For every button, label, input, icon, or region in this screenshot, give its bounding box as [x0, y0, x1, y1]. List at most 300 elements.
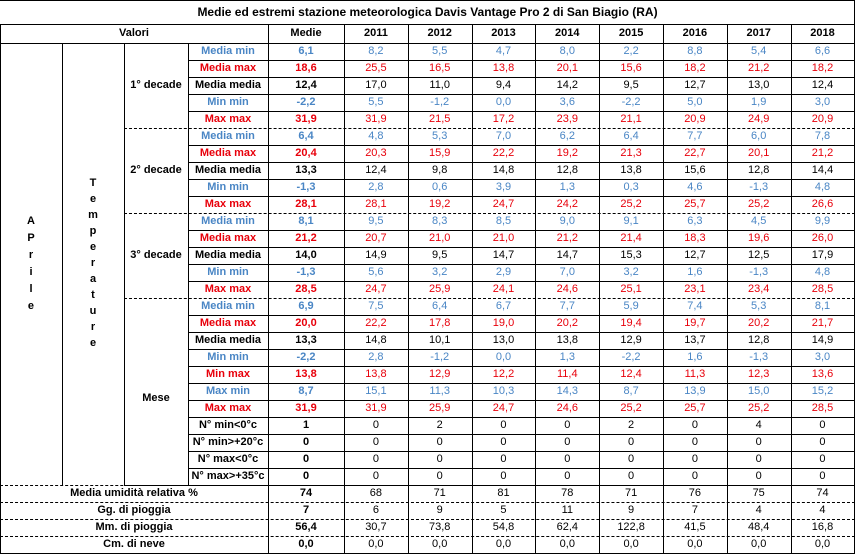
- bottom-row-label: Mm. di pioggia: [95, 521, 173, 533]
- medie-value: 0: [302, 436, 310, 448]
- bottom-year-value: 0,0: [751, 538, 767, 550]
- year-value: 7,0: [495, 130, 512, 142]
- year-value: 13,0: [492, 334, 515, 346]
- year-value: 6,3: [687, 215, 703, 227]
- bottom-year-value: 73,8: [428, 521, 451, 533]
- year-value: 11,3: [429, 385, 450, 397]
- col-line-year: [663, 24, 664, 553]
- year-value: 7,7: [687, 130, 703, 142]
- year-value: 5,3: [432, 130, 448, 142]
- year-value: 15,2: [811, 385, 834, 397]
- year-value: 6,2: [559, 130, 575, 142]
- row-label: Max max: [204, 402, 252, 414]
- year-value: 14,9: [811, 334, 834, 346]
- year-value: 11,3: [684, 368, 706, 380]
- year-value: 0: [691, 470, 698, 482]
- year-value: 0: [819, 419, 826, 431]
- year-value: 12,4: [811, 79, 834, 91]
- medie-value: 12,4: [295, 79, 317, 91]
- year-value: 21,0: [492, 232, 515, 244]
- year-value: 15,6: [684, 164, 706, 176]
- medie-value: 0: [302, 453, 310, 465]
- year-value: 14,2: [556, 79, 578, 91]
- year-value: 19,0: [492, 317, 515, 329]
- year-value: -1,3: [749, 266, 769, 278]
- year-value: 12,9: [620, 334, 642, 346]
- year-value: 0: [564, 453, 571, 465]
- year-value: 25,9: [428, 283, 451, 295]
- medie-value: 20,0: [295, 317, 317, 329]
- year-value: 8,2: [368, 45, 384, 57]
- year-value: 9,5: [623, 79, 639, 91]
- year-value: 0: [691, 453, 698, 465]
- bottom-medie-value: 7: [302, 504, 310, 516]
- year-value: 21,2: [556, 232, 578, 244]
- bottom-year-value: 0,0: [432, 538, 448, 550]
- year-value: 5,9: [623, 300, 639, 312]
- bottom-row-label: Media umidità relativa %: [70, 487, 198, 499]
- year-value: 0,0: [495, 96, 512, 108]
- medie-value: -2,2: [296, 96, 316, 108]
- medie-value: 31,9: [295, 402, 317, 414]
- temperature-label: T e m p e r a t u r e: [88, 177, 98, 349]
- year-value: 13,8: [492, 62, 515, 74]
- year-value: 20,3: [365, 147, 387, 159]
- bottom-year-value: 9: [628, 504, 635, 516]
- year-value: 3,0: [814, 351, 831, 363]
- year-value: 7,5: [368, 300, 384, 312]
- header-year: 2015: [618, 27, 644, 39]
- year-value: 0: [564, 419, 571, 431]
- row-label: Min min: [207, 266, 249, 278]
- col-line-year: [535, 24, 536, 553]
- year-value: 4,8: [814, 266, 831, 278]
- year-value: 20,2: [747, 317, 770, 329]
- bottom-row-label: Cm. di neve: [103, 538, 165, 550]
- year-value: 20,9: [684, 113, 706, 125]
- header-year: 2016: [682, 27, 708, 39]
- row-label: Media min: [201, 300, 255, 312]
- bottom-year-value: 54,8: [492, 521, 515, 533]
- year-value: 3,6: [559, 96, 575, 108]
- year-value: 24,6: [556, 283, 578, 295]
- col-line-month: [62, 43, 63, 485]
- medie-value: 13,3: [295, 334, 317, 346]
- year-value: 2,2: [623, 45, 639, 57]
- year-value: 20,2: [556, 317, 578, 329]
- row-label: Media max: [199, 62, 257, 74]
- year-value: 5,0: [687, 96, 703, 108]
- year-value: 9,1: [623, 215, 639, 227]
- year-value: 17,9: [811, 249, 834, 261]
- year-value: 15,1: [365, 385, 387, 397]
- year-value: 1,9: [751, 96, 767, 108]
- year-value: 0: [628, 453, 635, 465]
- row-label: Media media: [194, 249, 262, 261]
- year-value: 17,2: [492, 113, 515, 125]
- year-value: 14,7: [556, 249, 578, 261]
- year-value: 8,3: [432, 215, 448, 227]
- year-value: 8,7: [623, 385, 639, 397]
- bottom-year-value: 0,0: [687, 538, 703, 550]
- year-value: -1,3: [749, 181, 769, 193]
- year-value: 12,8: [747, 334, 770, 346]
- year-value: 6,4: [432, 300, 448, 312]
- year-value: 15,6: [620, 62, 642, 74]
- col-line-year: [472, 24, 473, 553]
- year-value: 12,4: [620, 368, 642, 380]
- bottom-year-value: 74: [816, 487, 829, 499]
- year-value: 24,2: [556, 198, 578, 210]
- year-value: 13,8: [620, 164, 642, 176]
- header-medie: Medie: [290, 27, 322, 39]
- bottom-year-value: 6: [372, 504, 379, 516]
- year-value: 4,8: [368, 130, 384, 142]
- year-value: 19,4: [620, 317, 642, 329]
- medie-value: 6,4: [298, 130, 314, 142]
- year-value: 0: [372, 436, 379, 448]
- bottom-year-value: 11: [561, 504, 573, 516]
- year-value: 4,7: [495, 45, 512, 57]
- year-value: 21,4: [620, 232, 642, 244]
- year-value: 0,3: [623, 181, 639, 193]
- year-value: 0: [628, 470, 635, 482]
- year-value: 15,3: [620, 249, 642, 261]
- bottom-medie-value: 56,4: [295, 521, 317, 533]
- year-value: 2,9: [495, 266, 512, 278]
- year-value: 14,9: [365, 249, 387, 261]
- year-value: 25,7: [684, 198, 706, 210]
- row-label: Min min: [207, 351, 249, 363]
- year-value: 3,2: [623, 266, 639, 278]
- year-value: 21,0: [428, 232, 451, 244]
- year-value: 2: [436, 419, 443, 431]
- year-value: 0: [500, 436, 507, 448]
- year-value: 4,6: [687, 181, 703, 193]
- year-value: 4: [755, 419, 762, 431]
- header-year: 2013: [491, 27, 516, 39]
- year-value: 8,8: [687, 45, 703, 57]
- year-value: 5,6: [368, 266, 384, 278]
- row-label: N° max>+35°c: [191, 470, 265, 482]
- year-value: 24,6: [556, 402, 578, 414]
- year-value: 20,1: [747, 147, 770, 159]
- year-value: 13,7: [684, 334, 706, 346]
- row-label: Max max: [204, 283, 252, 295]
- header-year: 2012: [427, 27, 452, 39]
- year-value: 24,1: [492, 283, 515, 295]
- year-value: 28,5: [811, 283, 834, 295]
- year-value: 12,3: [747, 368, 770, 380]
- year-value: 23,1: [684, 283, 706, 295]
- row-label: Media max: [199, 317, 257, 329]
- col-line-year: [727, 24, 728, 553]
- row-label: Min max: [205, 368, 250, 380]
- bottom-year-value: 0,0: [368, 538, 384, 550]
- year-value: 21,7: [811, 317, 834, 329]
- year-value: 3,0: [814, 96, 831, 108]
- year-value: 23,4: [747, 283, 770, 295]
- bottom-year-value: 76: [688, 487, 702, 499]
- row-label: Media max: [199, 232, 257, 244]
- bottom-year-value: 75: [752, 487, 765, 499]
- bottom-year-value: 16,8: [811, 521, 834, 533]
- bottom-medie-value: 0,0: [298, 538, 314, 550]
- row-label: Media media: [194, 164, 262, 176]
- row-label: Max max: [204, 198, 252, 210]
- year-value: 18,2: [684, 62, 706, 74]
- year-value: 5,4: [751, 45, 767, 57]
- year-value: 22,2: [492, 147, 515, 159]
- year-value: 3,9: [495, 181, 512, 193]
- bottom-year-value: 81: [497, 487, 510, 499]
- row-label: N° max<0°c: [197, 453, 259, 465]
- year-value: 0: [755, 436, 762, 448]
- medie-value: 1: [302, 419, 310, 431]
- group-label: 1° decade: [130, 79, 182, 91]
- year-value: 3,2: [432, 266, 448, 278]
- row-label: Max min: [205, 385, 250, 397]
- year-value: 2: [628, 419, 635, 431]
- year-value: 0: [372, 453, 379, 465]
- bottom-year-value: 5: [500, 504, 507, 516]
- year-value: 25,5: [365, 62, 387, 74]
- group-label: 3° decade: [130, 249, 182, 261]
- year-value: 8,1: [814, 300, 831, 312]
- year-value: 0: [564, 436, 571, 448]
- medie-value: -2,2: [296, 351, 316, 363]
- year-value: 0: [372, 419, 379, 431]
- row-label: N° min>+20°c: [192, 436, 264, 448]
- year-value: 13,6: [811, 368, 834, 380]
- year-value: 24,7: [492, 198, 515, 210]
- year-value: 12,2: [492, 368, 515, 380]
- row-label: Min min: [207, 96, 249, 108]
- bottom-year-value: 4: [755, 504, 762, 516]
- year-value: 11,0: [429, 79, 450, 91]
- col-line-year: [344, 24, 345, 553]
- year-value: 7,7: [559, 300, 575, 312]
- year-value: 12,7: [684, 79, 706, 91]
- year-value: 0: [628, 436, 635, 448]
- year-value: 18,3: [684, 232, 706, 244]
- year-value: 5,3: [751, 300, 767, 312]
- year-value: 0: [819, 470, 826, 482]
- year-value: 12,8: [747, 164, 770, 176]
- year-value: 13,9: [684, 385, 706, 397]
- year-value: 22,7: [684, 147, 706, 159]
- year-value: 24,7: [365, 283, 387, 295]
- bottom-year-value: 4: [819, 504, 826, 516]
- medie-value: 8,1: [298, 215, 314, 227]
- year-value: 22,2: [365, 317, 387, 329]
- month-label: A P r i l e: [27, 214, 35, 313]
- medie-value: 0: [302, 470, 310, 482]
- year-value: 19,7: [684, 317, 706, 329]
- year-value: 21,2: [811, 147, 834, 159]
- year-value: 23,9: [556, 113, 578, 125]
- medie-value: 14,0: [295, 249, 317, 261]
- year-value: 12,7: [684, 249, 706, 261]
- row-label: Min min: [207, 181, 249, 193]
- year-value: 25,2: [747, 198, 770, 210]
- year-value: 19,2: [428, 198, 451, 210]
- year-value: 2,8: [368, 181, 384, 193]
- header-year: 2017: [746, 27, 771, 39]
- year-value: 21,5: [428, 113, 451, 125]
- year-value: 20,9: [811, 113, 834, 125]
- bottom-year-value: 0,0: [814, 538, 831, 550]
- bottom-year-value: 0,0: [495, 538, 512, 550]
- year-value: 28,1: [365, 198, 387, 210]
- year-value: 4,5: [751, 215, 767, 227]
- year-value: 16,5: [428, 62, 451, 74]
- bottom-year-value: 48,4: [747, 521, 770, 533]
- bottom-year-value: 30,7: [365, 521, 387, 533]
- year-value: 0: [691, 436, 698, 448]
- year-value: 10,3: [492, 385, 515, 397]
- year-value: 25,7: [684, 402, 706, 414]
- bottom-year-value: 7: [691, 504, 698, 516]
- header-valori: Valori: [119, 27, 149, 39]
- year-value: 0: [436, 453, 443, 465]
- year-value: 7,0: [559, 266, 575, 278]
- year-value: 25,2: [620, 402, 642, 414]
- year-value: 0,6: [432, 181, 448, 193]
- year-value: 25,1: [620, 283, 642, 295]
- year-value: 9,9: [814, 215, 831, 227]
- page-title: Medie ed estremi stazione meteorologica Davis Vantage Pro 2 di San Biagio (RA): [197, 5, 658, 19]
- year-value: 0: [500, 470, 507, 482]
- medie-value: 6,9: [298, 300, 314, 312]
- year-value: 20,7: [365, 232, 387, 244]
- medie-value: 31,9: [295, 113, 317, 125]
- year-value: -1,2: [430, 96, 450, 108]
- year-value: 9,0: [559, 215, 575, 227]
- year-value: 14,8: [492, 164, 515, 176]
- col-line-year: [599, 24, 600, 553]
- header-year: 2014: [555, 27, 580, 39]
- year-value: 17,8: [428, 317, 451, 329]
- medie-value: 8,7: [298, 385, 314, 397]
- col-line-year: [791, 24, 792, 553]
- year-value: 12,4: [365, 164, 387, 176]
- year-value: 31,9: [365, 113, 387, 125]
- year-value: 20,1: [556, 62, 578, 74]
- year-value: 19,2: [556, 147, 578, 159]
- year-value: -1,2: [430, 351, 450, 363]
- medie-value: 13,3: [295, 164, 317, 176]
- medie-value: 20,4: [295, 147, 317, 159]
- year-value: 0: [500, 419, 507, 431]
- bottom-year-value: 9: [436, 504, 443, 516]
- bottom-year-value: 0,0: [559, 538, 575, 550]
- group-label: Mese: [142, 392, 170, 405]
- year-value: 13,0: [747, 79, 770, 91]
- year-value: 12,9: [428, 368, 451, 380]
- row-label: Media media: [194, 334, 262, 346]
- year-value: 4,8: [814, 181, 831, 193]
- year-value: 0: [436, 470, 443, 482]
- year-value: 1,6: [687, 351, 703, 363]
- year-value: 7,4: [687, 300, 703, 312]
- year-value: -2,2: [621, 96, 641, 108]
- medie-value: -1,3: [296, 266, 316, 278]
- year-value: 0,0: [495, 351, 512, 363]
- year-value: 25,9: [428, 402, 451, 414]
- year-value: 1,3: [559, 181, 575, 193]
- year-value: 0: [372, 470, 379, 482]
- bottom-year-value: 68: [369, 487, 383, 499]
- medie-value: 18,6: [295, 62, 317, 74]
- year-value: 0: [819, 436, 826, 448]
- year-value: 18,2: [811, 62, 834, 74]
- bottom-medie-value: 74: [299, 487, 313, 499]
- year-value: 28,5: [811, 402, 834, 414]
- year-value: 14,3: [556, 385, 578, 397]
- year-value: 31,9: [365, 402, 387, 414]
- year-value: 10,1: [428, 334, 451, 346]
- medie-value: 6,1: [298, 45, 314, 57]
- year-value: 9,5: [368, 215, 384, 227]
- year-value: 2,8: [368, 351, 384, 363]
- year-value: 12,5: [747, 249, 770, 261]
- year-value: 26,6: [811, 198, 834, 210]
- row-label: N° min<0°c: [198, 419, 257, 431]
- year-value: 12,8: [556, 164, 578, 176]
- year-value: 0: [691, 419, 698, 431]
- row-label: Media min: [201, 45, 255, 57]
- medie-value: -1,3: [296, 181, 316, 193]
- year-value: 21,2: [747, 62, 770, 74]
- year-value: 21,1: [620, 113, 642, 125]
- col-line-group: [188, 43, 189, 485]
- year-value: 24,9: [747, 113, 770, 125]
- year-value: 0: [564, 470, 571, 482]
- row-label: Max max: [204, 113, 252, 125]
- frame-left: [0, 24, 1, 553]
- year-value: 5,5: [432, 45, 448, 57]
- col-line-medie-left: [268, 24, 269, 553]
- bottom-row-label: Gg. di pioggia: [97, 504, 171, 516]
- year-value: 0: [500, 453, 507, 465]
- year-value: 6,6: [814, 45, 831, 57]
- frame-top: [0, 0, 855, 1]
- year-value: 21,3: [620, 147, 642, 159]
- medie-value: 28,5: [295, 283, 317, 295]
- year-value: 1,3: [559, 351, 575, 363]
- year-value: 5,5: [368, 96, 384, 108]
- year-value: 0: [819, 453, 826, 465]
- year-value: -1,3: [749, 351, 769, 363]
- bottom-year-value: 62,4: [556, 521, 578, 533]
- medie-value: 21,2: [295, 232, 317, 244]
- year-value: 9,4: [495, 79, 512, 91]
- year-value: 14,8: [365, 334, 387, 346]
- medie-value: 13,8: [295, 368, 317, 380]
- medie-value: 28,1: [295, 198, 317, 210]
- year-value: 14,7: [492, 249, 515, 261]
- year-value: 6,7: [495, 300, 512, 312]
- year-value: 13,8: [556, 334, 578, 346]
- year-value: 24,7: [492, 402, 515, 414]
- header-year: 2018: [810, 27, 835, 39]
- year-value: 26,0: [811, 232, 834, 244]
- year-value: 9,8: [432, 164, 448, 176]
- bottom-year-value: 0,0: [623, 538, 639, 550]
- year-value: 6,4: [623, 130, 639, 142]
- year-value: 7,8: [814, 130, 831, 142]
